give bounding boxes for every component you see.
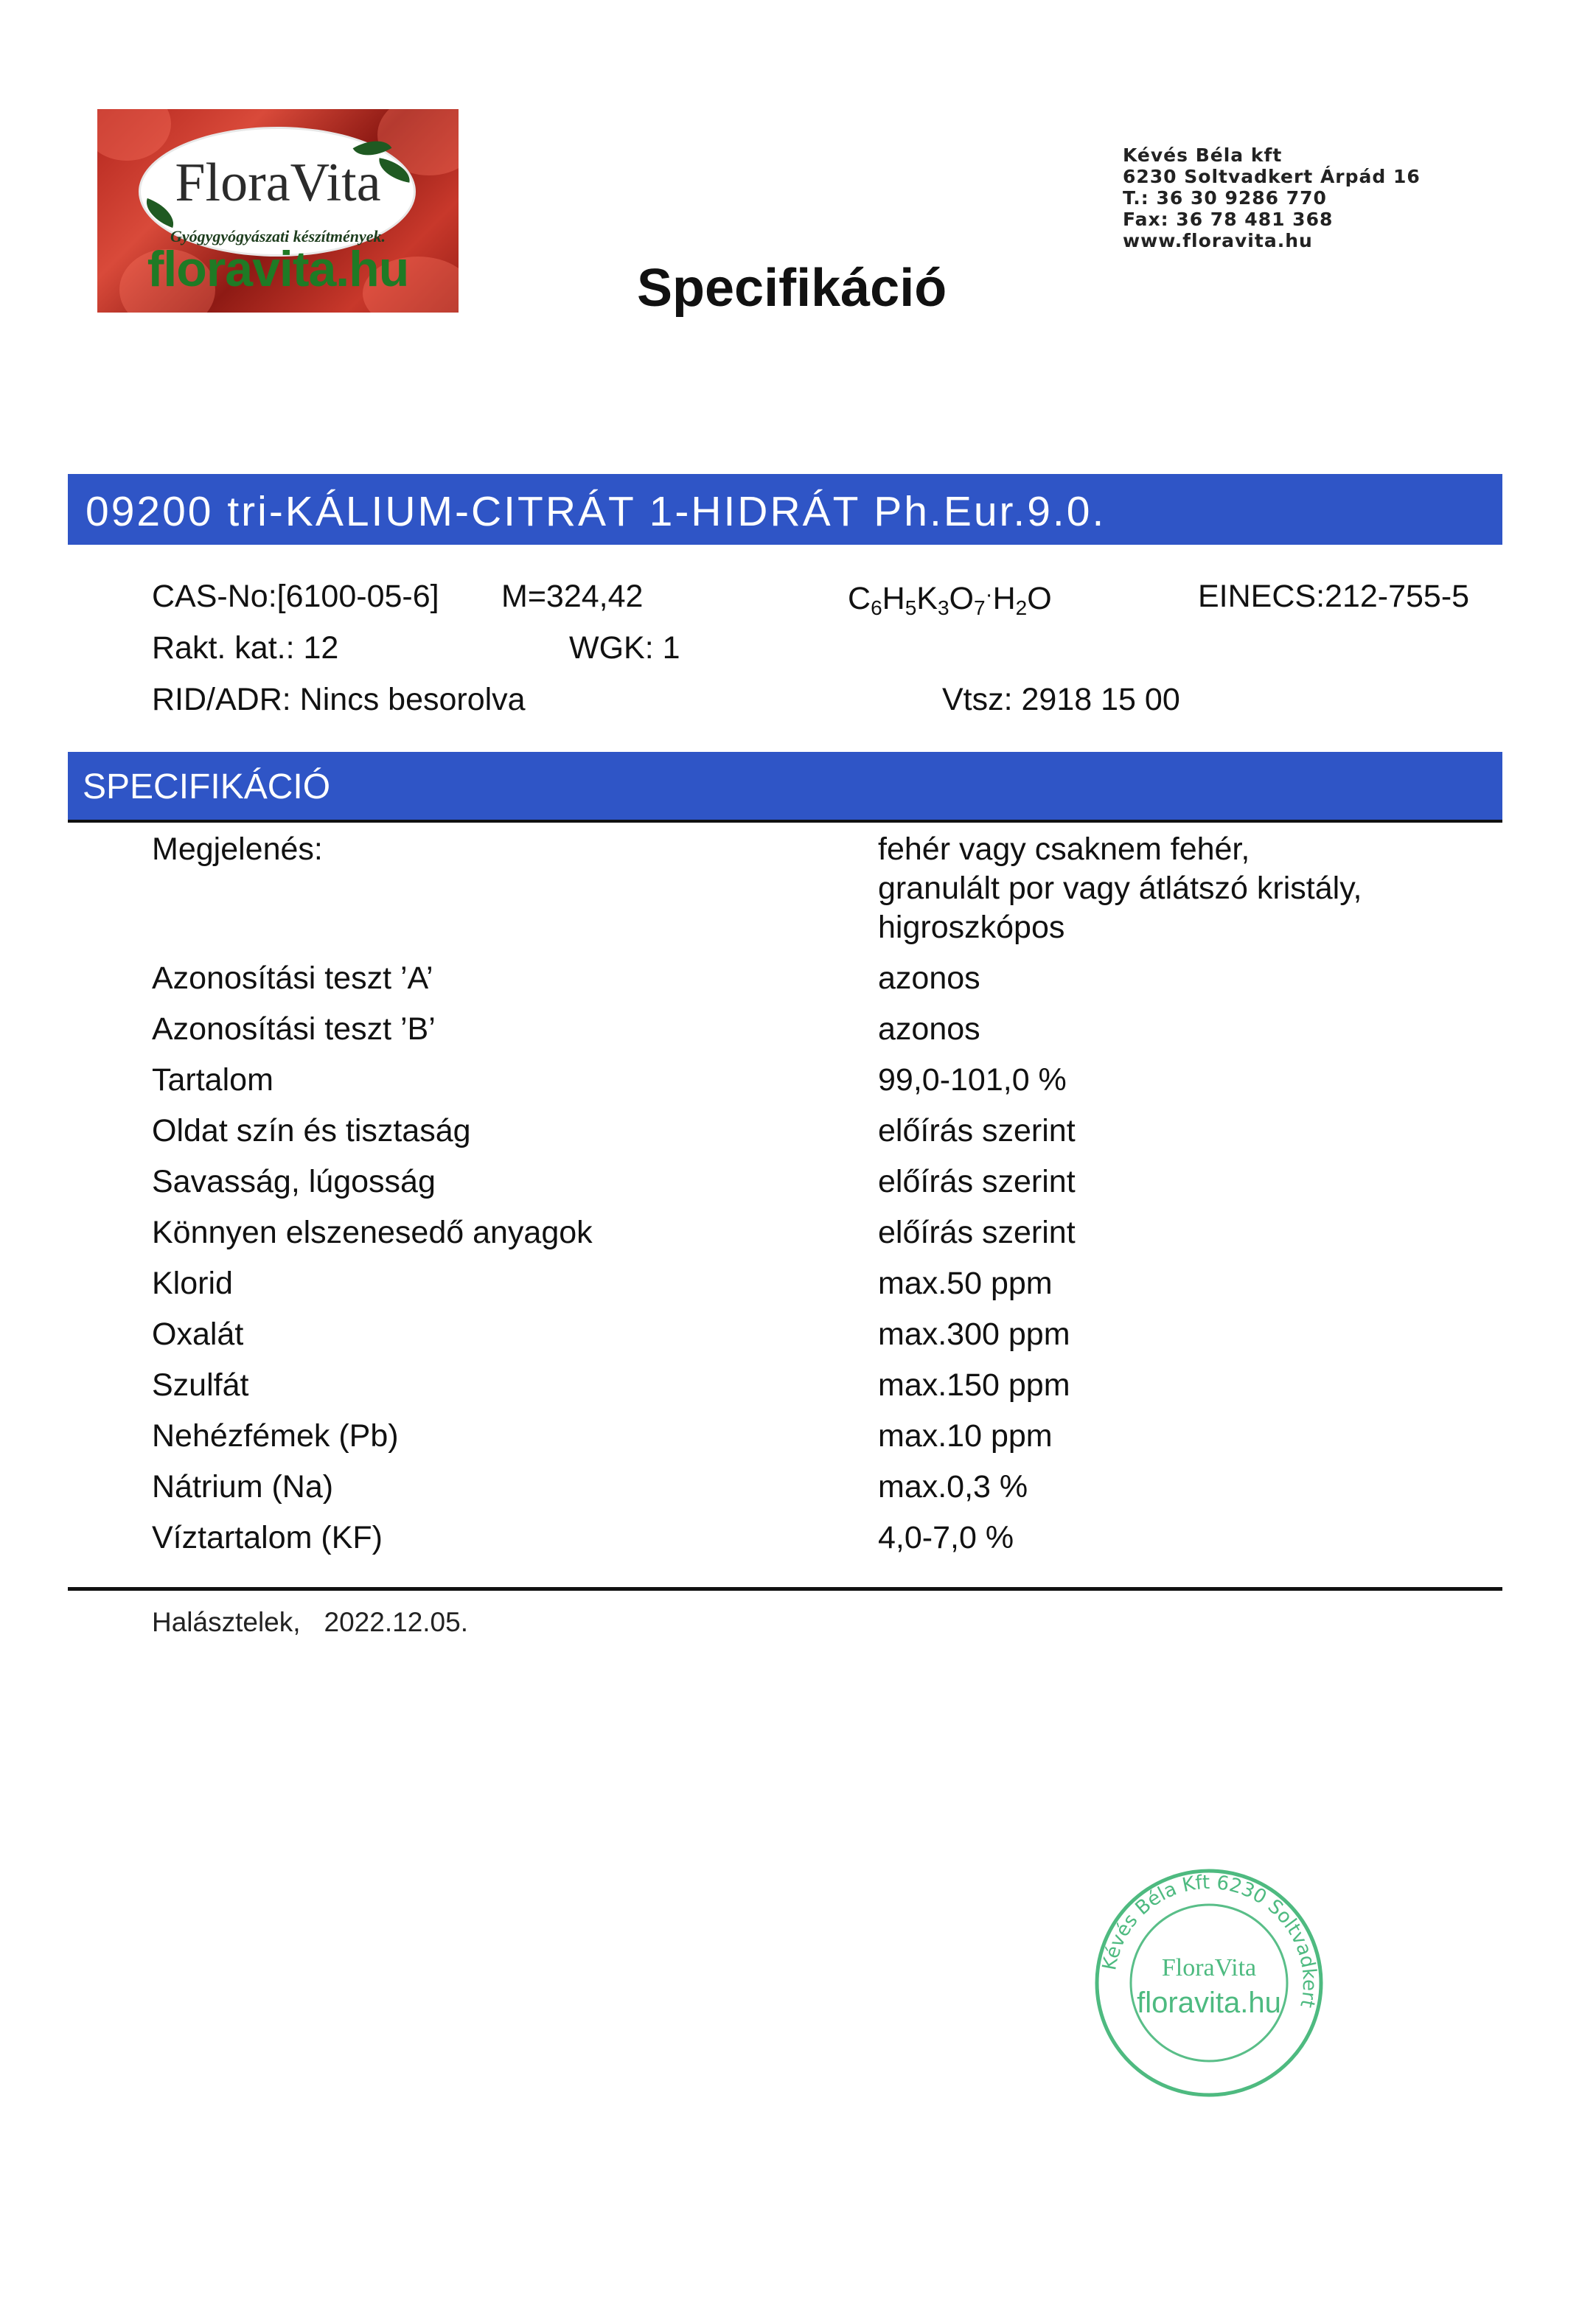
document-title: Specifikáció: [637, 259, 947, 318]
molar-mass: M=324,42: [501, 579, 644, 614]
spec-parameter: Azonosítási teszt ’B’: [152, 1011, 436, 1047]
product-header: 09200 tri-KÁLIUM-CITRÁT 1-HIDRÁT Ph.Eur.9.0.: [86, 488, 1107, 535]
spec-row: [152, 1010, 1479, 1049]
spec-value: max.10 ppm: [878, 1418, 1053, 1454]
einecs-number: EINECS:212-755-5: [1198, 579, 1470, 614]
floravita-logo: [97, 109, 459, 313]
spec-parameter: Megjelenés:: [152, 831, 323, 867]
specification-table: [152, 830, 1479, 1569]
spec-parameter: Klorid: [152, 1266, 233, 1301]
wgk-class: WGK: 1: [569, 630, 680, 666]
spec-parameter: Könnyen elszenesedő anyagok: [152, 1215, 593, 1250]
spec-parameter: Oxalát: [152, 1317, 244, 1352]
spec-value: fehér vagy csaknem fehér, granulált por vagy átlátszó kristály, higroszkópos: [878, 831, 1362, 945]
spec-row: [152, 1417, 1479, 1456]
product-header-bar: [68, 474, 1502, 545]
spec-parameter: Szulfát: [152, 1367, 249, 1403]
spec-value: előírás szerint: [878, 1113, 1076, 1148]
spec-parameter: Oldat szín és tisztaság: [152, 1113, 471, 1148]
stamp-site: floravita.hu: [1137, 1987, 1281, 2019]
logo-brand: FloraVita: [175, 153, 381, 213]
spec-parameter: Tartalom: [152, 1062, 273, 1098]
spec-row: [152, 1366, 1479, 1405]
spec-value: max.0,3 %: [878, 1469, 1028, 1505]
logo-site: floravita.hu: [147, 241, 409, 297]
spec-row: [152, 1112, 1479, 1151]
stamp-ring-text: Kévés Béla Kft 6230 Soltvadkert: [1098, 1871, 1321, 2010]
spec-value: azonos: [878, 960, 980, 996]
company-phone: T.: 36 30 9286 770: [1123, 187, 1327, 209]
spec-value: 99,0-101,0 %: [878, 1062, 1067, 1098]
spec-row: [152, 959, 1479, 998]
footer-place: Halásztelek,: [152, 1607, 301, 1637]
spec-parameter: Nehézfémek (Pb): [152, 1418, 399, 1454]
spec-row: [152, 1264, 1479, 1303]
spec-row: [152, 1468, 1479, 1507]
rid-adr-class: RID/ADR: Nincs besorolva: [152, 682, 526, 717]
specification-header: SPECIFIKÁCIÓ: [83, 767, 331, 806]
spec-row: [152, 1315, 1479, 1354]
cas-number: CAS-No:[6100-05-6]: [152, 579, 439, 614]
company-address: 6230 Soltvadkert Árpád 16: [1123, 166, 1421, 187]
spec-row: [152, 1162, 1479, 1202]
company-info: [1123, 144, 1421, 251]
spec-row: [152, 1519, 1479, 1558]
stamp-brand: FloraVita: [1161, 1954, 1257, 1981]
spec-value: előírás szerint: [878, 1215, 1076, 1250]
spec-value: előírás szerint: [878, 1164, 1076, 1199]
spec-row: [152, 1213, 1479, 1252]
spec-value: max.150 ppm: [878, 1367, 1070, 1403]
footer-date: 2022.12.05.: [324, 1607, 468, 1637]
spec-row: [152, 1061, 1479, 1100]
company-name: Kévés Béla kft: [1123, 144, 1283, 166]
spec-parameter: Azonosítási teszt ’A’: [152, 960, 433, 996]
company-fax: Fax: 36 78 481 368: [1123, 209, 1334, 230]
spec-value: azonos: [878, 1011, 980, 1047]
logo-tagline: Gyógygyógyászati készítmények.: [170, 227, 386, 245]
storage-category: Rakt. kat.: 12: [152, 630, 339, 666]
spec-parameter: Savasság, lúgosság: [152, 1164, 436, 1199]
specification-header-bar: [68, 752, 1502, 820]
bottom-divider: [68, 1587, 1502, 1591]
spec-value: 4,0-7,0 %: [878, 1520, 1014, 1555]
spec-parameter: Víztartalom (KF): [152, 1520, 383, 1555]
header-divider: [68, 820, 1502, 823]
spec-value: max.50 ppm: [878, 1266, 1053, 1301]
spec-row: [152, 830, 1479, 947]
footer: [152, 1607, 468, 1638]
chemical-formula: $C_6H_5K_3O_7^\cdot H_2O$: [848, 581, 1052, 619]
company-web: www.floravita.hu: [1123, 230, 1313, 251]
company-stamp: [1091, 1865, 1327, 2101]
spec-value: max.300 ppm: [878, 1317, 1070, 1352]
spec-parameter: Nátrium (Na): [152, 1469, 334, 1505]
customs-number: Vtsz: 2918 15 00: [942, 682, 1180, 717]
